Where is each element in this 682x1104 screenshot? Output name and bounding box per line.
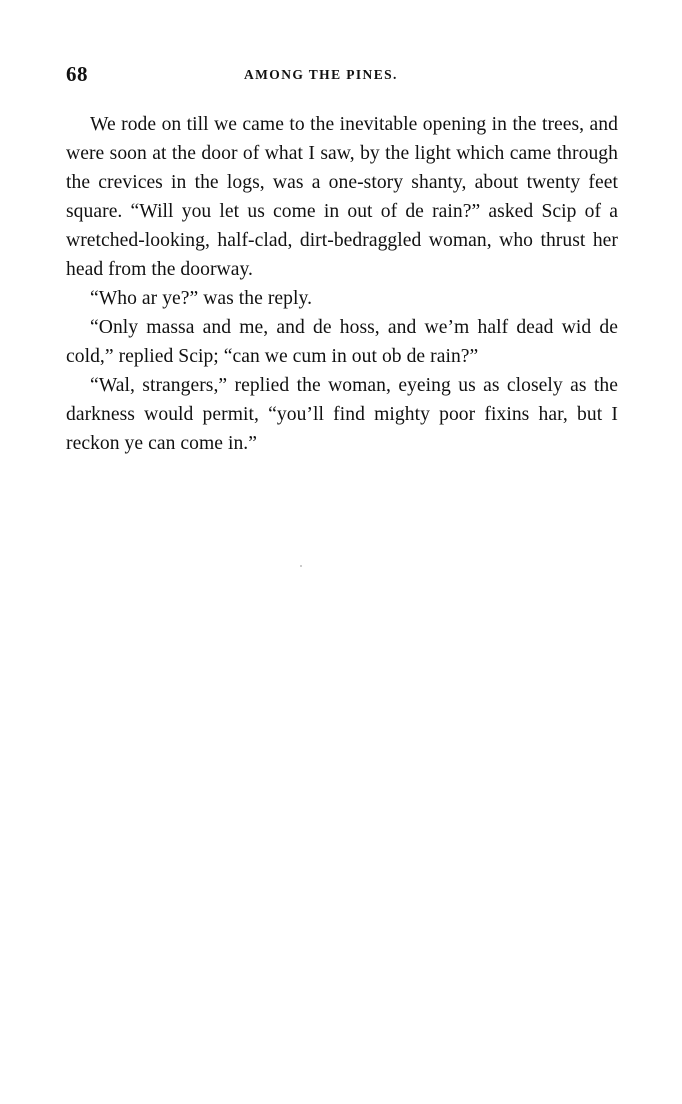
- page-number: 68: [66, 62, 88, 86]
- paper-speck: [300, 565, 302, 567]
- paragraph: “Who ar ye?” was the reply.: [90, 288, 313, 309]
- paragraph: “Wal, strangers,” replied the woman, eyeing us as closely as the darkness would permit, “you’ll find mighty poor fixins har, but I reckon ye can come in.”: [66, 375, 618, 454]
- running-title: AMONG THE PINES.: [244, 67, 398, 82]
- running-head: [66, 62, 618, 92]
- paragraph: We rode on till we came to the inevitable opening in the trees, and were soon at the door of what I saw, by the light which came through the crevices in the logs, was a one-story shanty, about twenty feet square. “Will you let us come in out of de rain?” asked Scip of a wretched-looking, half-clad, dirt-bedraggled woman, who thrust her head from the doorway.: [66, 114, 618, 280]
- body-text: [66, 110, 618, 458]
- paragraph: “Only massa and me, and de hoss, and we’m half dead wid de cold,” replied Scip; “can we cum in out ob de rain?”: [66, 317, 618, 367]
